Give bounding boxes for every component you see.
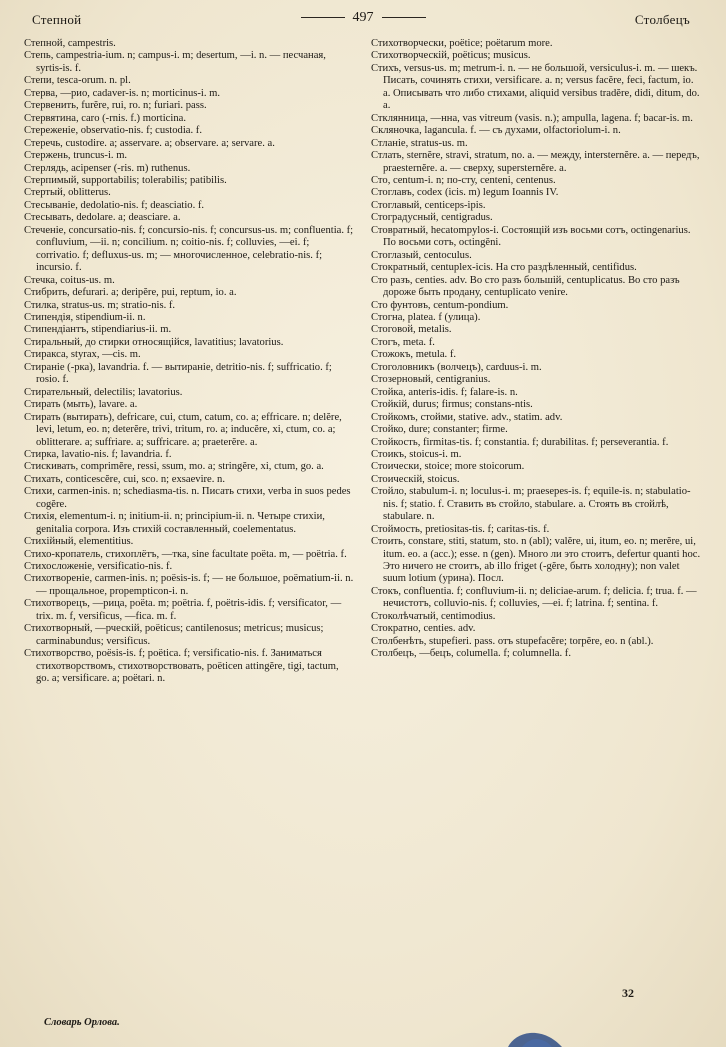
dictionary-entry: Стихотвореніе, carmen-inis. n; poësis-is. f; — не большое, poëmatium-ii. n. — прощальное, propempticon-i. n.	[24, 573, 354, 597]
dictionary-entry: Стиральный, до стирки относящійся, lavatitius; lavatorius.	[24, 336, 284, 348]
dictionary-entry: Стиракса, styrax, —cis. m.	[24, 349, 141, 361]
dictionary-entry: Стоикъ, stoicus-i. m.	[371, 448, 462, 460]
dictionary-entry: Стихосложеніе, versificatio-nis. f.	[24, 561, 173, 573]
dictionary-entry: Стерпимый, supportabilis; tolerabilis; patibilis.	[24, 174, 227, 186]
dictionary-entry: Сто, centum-i. n; по-сту, centeni, centenus.	[371, 174, 556, 186]
left-column	[24, 38, 354, 686]
dictionary-entry: Стирать (мыть), lavare. a.	[24, 399, 138, 411]
dictionary-entry: Сто разъ, centies. adv. Во сто разъ большій, centuplicatus. Во сто разъ дороже быть продану, centuplicato venire.	[371, 274, 680, 299]
dictionary-entry: Стланіе, stratus-us. m.	[371, 137, 468, 149]
dictionary-entry: Стоймость, pretiositas-tis. f; caritas-tis. f.	[371, 523, 550, 535]
dictionary-entry: Стирательный, delectilis; lavatorius.	[24, 386, 183, 398]
dictionary-entry: Стогна, platea. f (улица).	[371, 311, 481, 323]
dictionary-entry: Степи, tesca-orum. n. pl.	[24, 75, 131, 87]
dictionary-entry: Стлать, sternĕre, stravi, stratum, no. a. — между, intersternĕre. a. — передъ, praesternĕre. a. — сверху, supersternĕre. a.	[371, 150, 700, 174]
dictionary-entry: Стеречь, custodire. a; asservare. a; observare. a; servare. a.	[24, 137, 275, 149]
dictionary-entry: Стереженіе, observatio-nis. f; custodia. f.	[24, 125, 202, 137]
dictionary-entry: Стоически, stoice; more stoicorum.	[371, 461, 525, 473]
dictionary-entry: Стибрить, defurari. a; deripĕre, pui, reptum, io. a.	[24, 287, 237, 299]
dictionary-entry: Стихи, carmen-inis. n; schediasma-tis. n. Писать стихи, verba in suos pedes cogĕre.	[24, 486, 351, 510]
dictionary-entry: Стипендія, stipendium-ii. n.	[24, 311, 146, 323]
dictionary-entry: Стихотворецъ, —рица, poëta. m; poëtria. f, poëtris-idis. f; versificator, —trix. m. f, versificus, —fica. m. f.	[24, 598, 342, 622]
dictionary-entry: Стираніе (-рка), lavandria. f. — вытираніе, detritio-nis. f; suffricatio. f; rosio. f.	[24, 361, 332, 386]
dictionary-entry: Стоить, constare, stiti, statum, sto. n (abl); valĕre, ui, itum, eo. n; merĕre, ui, itum. eo. a (acc.); esse. n (gen). Много ли это стоитъ, defertur quanti hoc. Это ничего не стоитъ, ab illo friget (-gĕre, быть холодну); non valet suum lotium (урина). Посл.	[371, 536, 701, 585]
dictionary-entry: Стерлядь, acipenser (-ris. m) ruthenus.	[24, 162, 191, 174]
dictionary-entry: Стихотворство, poësis-is. f; poëtica. f; versificatio-nis. f. Заниматься стихотворствомъ, стихотворствовать, poëticen attingĕre, tigi, tactum, go. a; versificare. a; poëtari. n.	[24, 648, 339, 685]
dictionary-entry: Сто фунтовъ, centum-pondium.	[371, 299, 509, 311]
dictionary-entry: Столбенѣть, stupefieri. pass. отъ stupefacĕre; torpĕre, eo. n (abl.).	[371, 635, 654, 647]
dictionary-entry: Стесывать, dedolare. a; deasciare. a.	[24, 212, 181, 224]
dictionary-entry: Стойкомъ, стойми, stative. adv., statim. adv.	[371, 411, 563, 423]
dictionary-entry: Степь, campestria-ium. n; campus-i. m; desertum, —i. n. — песчаная, syrtis-is. f.	[24, 50, 326, 74]
dictionary-entry: Стоглавъ, codex (icis. m) legum Ioannis IV.	[371, 187, 559, 199]
dictionary-entry: Стклянница, —нна, vas vitreum (vasis. n.); ampulla, lagena. f; bacar-is. m.	[371, 112, 693, 124]
dictionary-entry: Стойкій, durus; firmus; constans-ntis.	[371, 399, 533, 411]
dictionary-entry: Стойло, stabulum-i. n; loculus-i. m; praesepes-is. f; equile-is. n; stabulatio-nis. f; statio. f. Ставить въ стойло, stabulare. a. Стоять въ стойлѣ, stabulare. n.	[371, 486, 691, 523]
dictionary-entry: Стихотворческій, poëticus; musicus.	[371, 50, 531, 62]
dictionary-entry: Стерва, —рио, cadaver-is. n; morticinus-i. m.	[24, 87, 221, 99]
footer-sheet-number: 32	[622, 986, 634, 1000]
header-rule-right	[382, 17, 426, 18]
dictionary-entry: Стесываніе, dedolatio-nis. f; deasciatio. f.	[24, 199, 205, 211]
header-right-guideword: Столбецъ	[634, 12, 690, 27]
dictionary-entry: Стечка, coitus-us. m.	[24, 274, 115, 286]
dictionary-entry: Стихо-кропатель, стихоплётъ, —тка, sine facultate poëta. m, — poëtria. f.	[24, 548, 347, 560]
dictionary-entry: Стирать (вытирать), defricare, cui, ctum, catum, co. a; effricare. n; delĕre, levi, letum, eo. n; deterĕre, trivi, tritum, ro. a; inducĕre, xi, ctum, co. a; oblitterare. a; suffriare. a; suffricare. a; praeterĕre. a.	[24, 411, 342, 448]
dictionary-entry: Стискивать, comprimĕre, ressi, ssum, mo. a; stringĕre, xi, ctum, go. a.	[24, 461, 324, 473]
dictionary-entry: Стоградусный, centigradus.	[371, 212, 493, 224]
dictionary-entry: Стихійный, elementitius.	[24, 536, 134, 548]
page-header	[22, 8, 704, 32]
library-stamp-icon	[500, 1030, 570, 1047]
dictionary-entry: Стихъ, versus-us. m; metrum-i. n. — не большой, versiculus-i. m. — шекъ. Писать, сочинять стихи, versificare. a. n; versus facĕre, feci, factum, io. a. Описывать что либо стихами, aliquid versibus tradĕre, didi, ditum, do. a.	[371, 62, 700, 112]
dictionary-entry: Стоголовникъ (волчецъ), carduus-i. m.	[371, 361, 542, 373]
dictionary-entry: Стоглавый, centiceps-ipis.	[371, 199, 486, 211]
dictionary-entry: Стократно, centies. adv.	[371, 623, 476, 635]
dictionary-entry: Степной, campestris.	[24, 38, 116, 49]
dictionary-entry: Стертый, oblitterus.	[24, 187, 111, 199]
dictionary-entry: Столбецъ, —бецъ, columella. f; columnella. f.	[371, 648, 571, 660]
dictionary-entry: Скляночка, lagancula. f. — съ духами, olfactoriolum-i. n.	[371, 125, 621, 137]
dictionary-entry: Стоговой, metalis.	[371, 324, 452, 336]
header-left-guideword: Степной	[32, 12, 82, 27]
dictionary-entry: Стипендіантъ, stipendiarius-ii. m.	[24, 324, 172, 336]
dictionary-entry: Стеченіе, concursatio-nis. f; concursio-nis. f; concursus-us. m; confluentia. f; confluvium, —ii. n; concilium. n; coitio-nis. f; colluvies, —ei. f; corrivatio. f; defluxus-us. m; — многочисленное, celebratio-nis. f; incursio. f.	[24, 224, 354, 274]
dictionary-entry: Стокъ, confluentia. f; confluvium-ii. n; deliciae-arum. f; delicia. f; trua. f. — нечистотъ, colluvio-nis. f; colluvies, —ei. f; latrina. f; sentina. f.	[371, 585, 697, 610]
dictionary-entry: Стихотворный, —рческій, poëticus; cantilenosus; metricus; musicus; carminabundus; versificus.	[24, 623, 324, 647]
dictionary-entry: Стойко, dure; constanter; firme.	[371, 424, 508, 436]
dictionary-entry: Стовратный, hecatompylos-i. Состоящій изъ восьми сотъ, octingenarius. По восьми сотъ, octingĕni.	[371, 224, 691, 249]
header-page-number-text: 497	[352, 10, 374, 25]
header-rule-left	[301, 17, 345, 18]
dictionary-entry: Стоглазый, centoculus.	[371, 249, 472, 261]
dictionary-entry: Стержень, truncus-i. m.	[24, 150, 128, 162]
dictionary-entry: Стогъ, meta. f.	[371, 336, 435, 348]
dictionary-entry: Стоколѣчатый, centimodius.	[371, 610, 496, 622]
dictionary-entry: Стойкость, firmitas-tis. f; constantia. f; durabilitas. f; perseverantia. f.	[371, 436, 669, 448]
dictionary-entry: Стихія, elementum-i. n; initium-ii. n; principium-ii. n. Четыре стихіи, genitalia corpora. Изъ стихій составленный, coelementatus.	[24, 511, 325, 535]
dictionary-entry: Стихотворчески, poëtice; poëtarum more.	[371, 38, 553, 49]
header-page-number	[22, 10, 704, 26]
dictionary-entry: Стоическій, stoicus.	[371, 473, 460, 485]
dictionary-entry: Стервятина, caro (-rnis. f.) morticina.	[24, 112, 186, 124]
dictionary-entry: Стойка, anteris-idis. f; falare-is. n.	[371, 386, 518, 398]
footer-signature: Словарь Орлова.	[44, 1017, 120, 1028]
dictionary-entry: Стихать, conticescĕre, cui, sco. n; exsaevire. n.	[24, 473, 225, 485]
dictionary-entry: Стозерновый, centigranius.	[371, 374, 491, 386]
dictionary-entry: Стилка, stratus-us. m; stratio-nis. f.	[24, 299, 176, 311]
dictionary-entry: Стожокъ, metula. f.	[371, 349, 457, 361]
right-column	[371, 38, 703, 661]
dictionary-entry: Стервенить, furĕre, rui, ro. n; furiari. pass.	[24, 100, 207, 112]
dictionary-entry: Стократный, centuplex-icis. На сто раздѣленный, centifidus.	[371, 262, 637, 274]
dictionary-entry: Стирка, lavatio-nis. f; lavandria. f.	[24, 448, 172, 460]
